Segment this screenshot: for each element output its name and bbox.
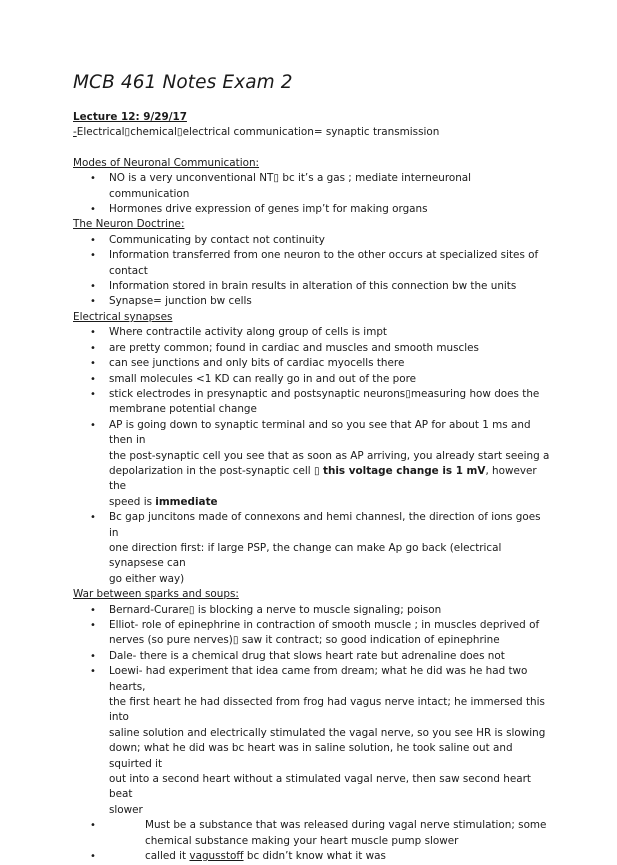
last-item-line bbox=[145, 849, 553, 864]
intro-text: Electrical▯chemical▯electrical communication= synaptic transmission bbox=[76, 126, 440, 139]
gap-line-3: go either way) bbox=[109, 572, 185, 585]
list-item bbox=[73, 356, 553, 371]
list-item-text: down; what he did was bc heart was in saline solution, he took saline out and squirted it bbox=[109, 742, 513, 770]
gap-line-2: one direction first: if large PSP, the change can make Ap go back (electrical synapsese can bbox=[109, 541, 502, 570]
list-item bbox=[73, 325, 553, 340]
ap-immediate: immediate bbox=[155, 495, 218, 508]
list-item-indented bbox=[73, 849, 553, 864]
ap-line-1: AP is going down to synaptic terminal and so you see that AP for about 1 ms and then in bbox=[109, 418, 531, 447]
list-item-text: Dale- there is a chemical drug that slows heart rate but adrenaline does not bbox=[109, 649, 505, 662]
ap-line-4a: speed is bbox=[109, 495, 156, 508]
bullet: • bbox=[90, 666, 96, 678]
bullet: • bbox=[90, 419, 96, 431]
list-item bbox=[73, 664, 553, 818]
list-item-text: Where contractile activity along group of cells is impt bbox=[109, 326, 387, 339]
last-item-pre: called it bbox=[145, 850, 190, 863]
list-item-text: Loewi- had experiment that idea came from dream; what he did was he had two hearts, bbox=[109, 665, 528, 693]
bullet: • bbox=[90, 250, 96, 262]
lecture-header: Lecture 12: 9/29/17 bbox=[73, 111, 187, 123]
list-item bbox=[73, 248, 553, 279]
intro-line bbox=[73, 125, 553, 140]
section-heading: The Neuron Doctrine: bbox=[73, 218, 185, 231]
last-item-post: bc didn’t know what it was bbox=[243, 850, 386, 863]
bullet: • bbox=[90, 512, 96, 524]
list-item-text: can see junctions and only bits of cardiac myocells there bbox=[109, 357, 405, 370]
list-item bbox=[73, 279, 553, 294]
bullet: • bbox=[90, 234, 96, 246]
bullet: • bbox=[90, 173, 96, 185]
ap-line-3c: , however the bbox=[109, 464, 537, 493]
ap-voltage-change: this voltage change is 1 mV bbox=[323, 464, 486, 477]
list-item bbox=[73, 294, 553, 309]
list-item-text: out into a second heart without a stimulated vagal nerve, then saw second heart beat bbox=[109, 773, 531, 801]
page-title: MCB 461 Notes Exam 2 bbox=[73, 72, 293, 93]
section-list bbox=[73, 325, 553, 417]
list-item bbox=[73, 387, 553, 418]
bullet: • bbox=[90, 650, 96, 662]
ap-line-2: the post-synaptic cell you see that as soon as AP arriving, you already start seeing a bbox=[109, 449, 550, 462]
notes-body bbox=[73, 110, 553, 865]
war-deep-list bbox=[73, 818, 553, 864]
list-item bbox=[73, 372, 553, 387]
list-item-text: contact bbox=[109, 264, 148, 277]
list-item bbox=[73, 510, 553, 587]
list-item-text: stick electrodes in presynaptic and postsynaptic neurons▯measuring how does the bbox=[109, 387, 540, 400]
bullet: • bbox=[90, 620, 96, 631]
war-list bbox=[73, 603, 553, 819]
list-item-text: small molecules <1 KD can really go in and out of the pore bbox=[109, 372, 417, 385]
list-item-text: Bernard-Curare▯ is blocking a nerve to muscle signaling; poison bbox=[109, 603, 442, 616]
bullet: • bbox=[90, 373, 96, 385]
bullet: • bbox=[90, 281, 96, 293]
list-item bbox=[73, 618, 553, 649]
list-item bbox=[73, 233, 553, 248]
section-heading-war: War between sparks and soups: bbox=[73, 588, 239, 601]
section-heading: Modes of Neuronal Communication: bbox=[73, 156, 260, 169]
list-item-text: Information stored in brain results in alteration of this connection bw the units bbox=[109, 280, 517, 293]
list-item-text: the first heart he had dissected from frog had vagus nerve intact; he immersed this into bbox=[109, 696, 545, 724]
ap-line-3a: depolarization in the post-synaptic cell ▯ bbox=[109, 464, 323, 477]
electrical-synapses-extra-list bbox=[73, 418, 553, 587]
bullet: • bbox=[90, 820, 96, 832]
list-item bbox=[73, 418, 553, 510]
list-item bbox=[73, 649, 553, 664]
list-item bbox=[73, 603, 553, 618]
bullet: • bbox=[90, 388, 96, 400]
list-item-text: saline solution and electrically stimulated the vagal nerve, so you see HR is slowing bbox=[109, 726, 546, 739]
list-item-text: Hormones drive expression of genes imp’t for making organs bbox=[109, 203, 428, 216]
list-item-text: are pretty common; found in cardiac and muscles and smooth muscles bbox=[109, 341, 479, 354]
ap-line-3 bbox=[109, 464, 553, 495]
intro-dash: - bbox=[73, 126, 77, 139]
list-item bbox=[73, 341, 553, 356]
list-item-text: slower bbox=[109, 803, 143, 816]
bullet: • bbox=[90, 327, 96, 339]
list-item-text: chemical substance making your heart muscle pump slower bbox=[145, 834, 459, 847]
vagusstoff-term: vagusstoff bbox=[189, 850, 244, 863]
ap-line-4 bbox=[109, 495, 553, 510]
list-item-text: Information transferred from one neuron to the other occurs at specialized sites of bbox=[109, 249, 539, 262]
list-item-text: Must be a substance that was released during vagal nerve stimulation; some bbox=[145, 819, 547, 832]
bullet: • bbox=[90, 342, 96, 354]
list-item bbox=[73, 202, 553, 217]
list-item bbox=[73, 171, 553, 202]
bullet: • bbox=[90, 204, 96, 216]
list-item-text: nerves (so pure nerves)▯ saw it contract; so good indication of epinephrine bbox=[109, 634, 500, 647]
bullet: • bbox=[90, 851, 96, 863]
list-item-text: NO is a very unconventional NT▯ bc it’s a gas ; mediate interneuronal communication bbox=[109, 172, 472, 200]
list-item-text: Communicating by contact not continuity bbox=[109, 233, 325, 246]
list-item-text: Elliot- role of epinephrine in contraction of smooth muscle ; in muscles deprived of bbox=[109, 619, 540, 631]
section-heading: Electrical synapses bbox=[73, 310, 173, 323]
bullet: • bbox=[90, 604, 96, 616]
gap-line-1: Bc gap juncitons made of connexons and hemi channesl, the direction of ions goes in bbox=[109, 511, 541, 539]
section-list bbox=[73, 233, 553, 310]
section-list bbox=[73, 171, 553, 217]
list-item-text: Synapse= junction bw cells bbox=[109, 295, 252, 308]
list-item-indented bbox=[73, 818, 553, 849]
bullet: • bbox=[90, 358, 96, 370]
bullet: • bbox=[90, 296, 96, 308]
sections-container bbox=[73, 156, 553, 418]
list-item-text: membrane potential change bbox=[109, 403, 257, 416]
